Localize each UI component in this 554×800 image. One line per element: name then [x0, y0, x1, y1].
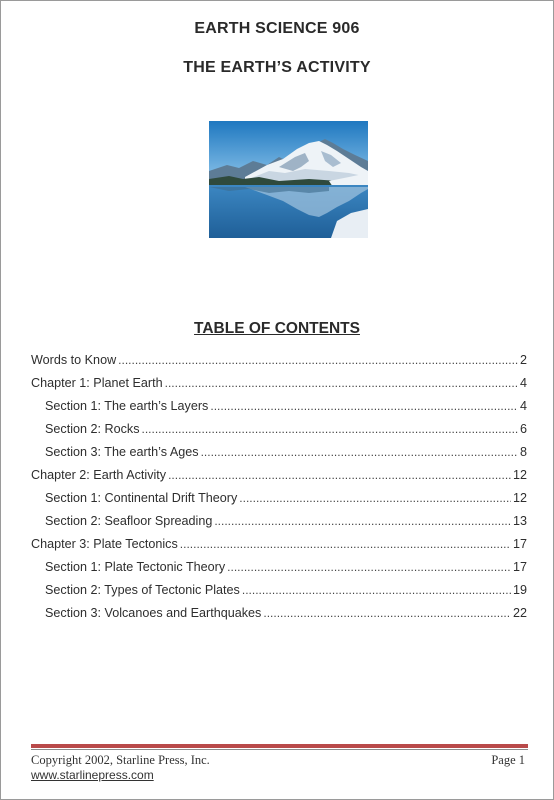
toc-entry-page: 12 [512, 468, 527, 482]
toc-leader-dots [214, 511, 511, 531]
page-title: EARTH SCIENCE 906 [194, 20, 360, 37]
page-subtitle: THE EARTH’S ACTIVITY [183, 59, 371, 76]
toc-leader-dots [227, 557, 511, 577]
toc-entry-label: Chapter 1: Planet Earth [31, 376, 163, 390]
toc-leader-dots [165, 373, 518, 393]
page-number: Page 1 [491, 753, 525, 767]
toc-entry-page: 17 [512, 537, 527, 551]
toc-entry-label: Section 2: Rocks [45, 422, 140, 436]
toc-entry-page: 2 [519, 353, 527, 367]
toc-leader-dots [210, 396, 518, 416]
toc-entry-label: Section 1: Continental Drift Theory [45, 491, 238, 505]
toc-leader-dots [142, 419, 518, 439]
toc-entry [31, 557, 527, 580]
toc-entry [31, 442, 527, 465]
toc-entry-label: Section 3: The earth’s Ages [45, 445, 199, 459]
toc-entry-label: Section 1: The earth’s Layers [45, 399, 209, 413]
toc-entry-page: 19 [512, 583, 527, 597]
table-of-contents [31, 350, 527, 626]
toc-entry-page: 4 [519, 376, 527, 390]
toc-entry [31, 419, 527, 442]
toc-entry-label: Chapter 2: Earth Activity [31, 468, 167, 482]
toc-entry-page: 17 [512, 560, 527, 574]
toc-entry-page: 13 [512, 514, 527, 528]
toc-entry [31, 580, 527, 603]
toc-entry-label: Section 2: Types of Tectonic Plates [45, 583, 240, 597]
copyright-notice: Copyright 2002, Starline Press, Inc. [31, 753, 210, 767]
toc-entry [31, 488, 527, 511]
toc-entry-page: 4 [519, 399, 527, 413]
toc-entry [31, 511, 527, 534]
toc-entry [31, 373, 527, 396]
toc-leader-dots [168, 465, 511, 485]
toc-entry-page: 8 [519, 445, 527, 459]
toc-heading: TABLE OF CONTENTS [194, 320, 360, 337]
toc-leader-dots [242, 580, 511, 600]
toc-entry-page: 12 [512, 491, 527, 505]
toc-leader-dots [118, 350, 518, 370]
toc-entry-page: 22 [512, 606, 527, 620]
toc-leader-dots [201, 442, 518, 462]
toc-entry [31, 534, 527, 557]
footer-rule-thin [31, 749, 528, 750]
toc-entry-label: Chapter 3: Plate Tectonics [31, 537, 178, 551]
toc-entry [31, 603, 527, 626]
toc-entry-label: Words to Know [31, 353, 117, 367]
toc-entry-label: Section 1: Plate Tectonic Theory [45, 560, 226, 574]
toc-entry-page: 6 [519, 422, 527, 436]
toc-entry-label: Section 3: Volcanoes and Earthquakes [45, 606, 262, 620]
toc-leader-dots [263, 603, 511, 623]
footer-rule [31, 744, 528, 748]
toc-entry [31, 465, 527, 488]
toc-entry [31, 350, 527, 373]
snowy-mountain-lake-image [209, 121, 368, 238]
website-link[interactable]: www.starlinepress.com [31, 768, 154, 782]
toc-leader-dots [239, 488, 511, 508]
toc-entry [31, 396, 527, 419]
toc-leader-dots [180, 534, 511, 554]
toc-entry-label: Section 2: Seafloor Spreading [45, 514, 213, 528]
